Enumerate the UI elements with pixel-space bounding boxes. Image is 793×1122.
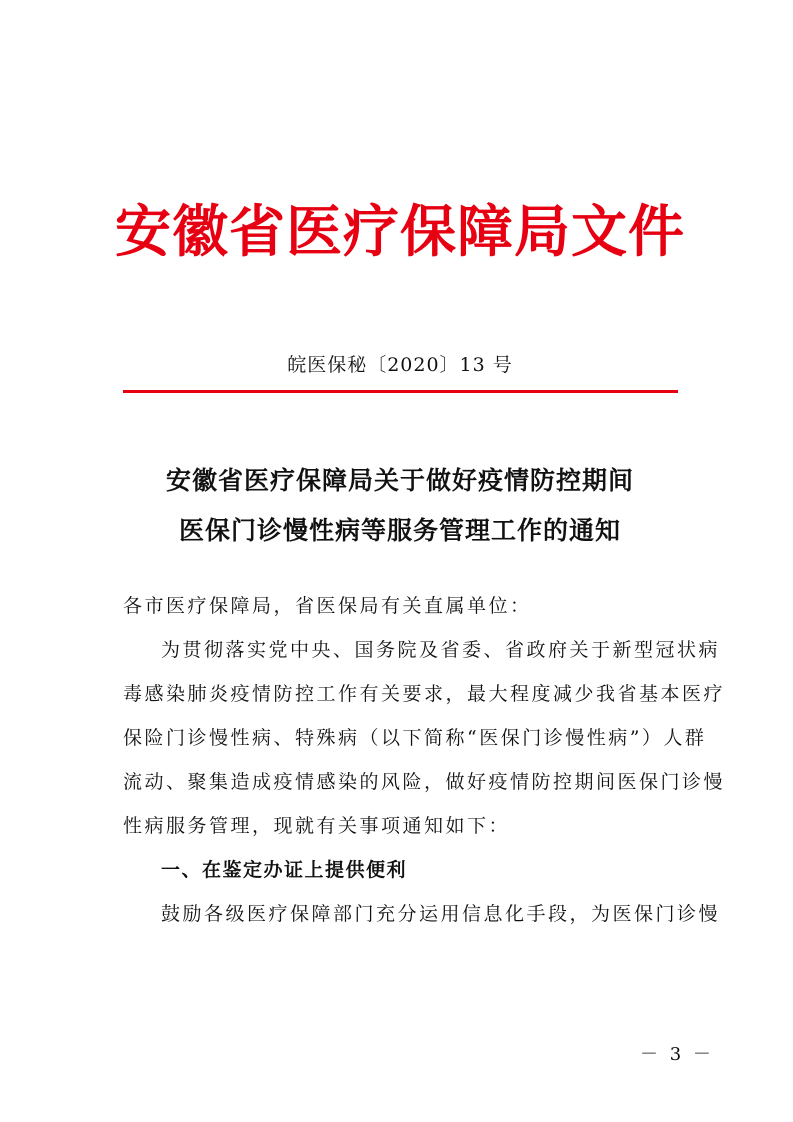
paragraph-2-line-1: 鼓励各级医疗保障部门充分运用信息化手段，为医保门诊慢	[161, 903, 721, 925]
document-masthead: 安徽省医疗保障局文件	[115, 200, 685, 265]
paragraph-1-line-4: 流动、聚集造成疫情感染的风险，做好疫情防控期间医保门诊慢	[123, 771, 726, 793]
paragraph-1-line-3: 保险门诊慢性病、特殊病（以下简称“医保门诊慢性病”）人群	[123, 727, 707, 749]
title-line-2: 医保门诊慢性病等服务管理工作的通知	[178, 516, 621, 545]
salutation: 各市医疗保障局，省医保局有关直属单位：	[123, 595, 532, 617]
document-title	[100, 456, 700, 556]
document-body	[123, 584, 726, 936]
title-line-1: 安徽省医疗保障局关于做好疫情防控期间	[165, 466, 634, 495]
document-number: 皖医保秘〔2020〕13 号	[287, 354, 513, 376]
red-divider-line	[123, 390, 678, 393]
paragraph-1-line-2: 毒感染肺炎疫情防控工作有关要求，最大程度减少我省基本医疗	[123, 683, 726, 705]
paragraph-1-line-1: 为贯彻落实党中央、国务院及省委、省政府关于新型冠状病	[161, 639, 721, 661]
page-number: － 3 －	[640, 1044, 714, 1065]
section-1-heading: 一、在鉴定办证上提供便利	[161, 859, 408, 881]
paragraph-1-line-5: 性病服务管理，现就有关事项通知如下：	[123, 815, 511, 837]
